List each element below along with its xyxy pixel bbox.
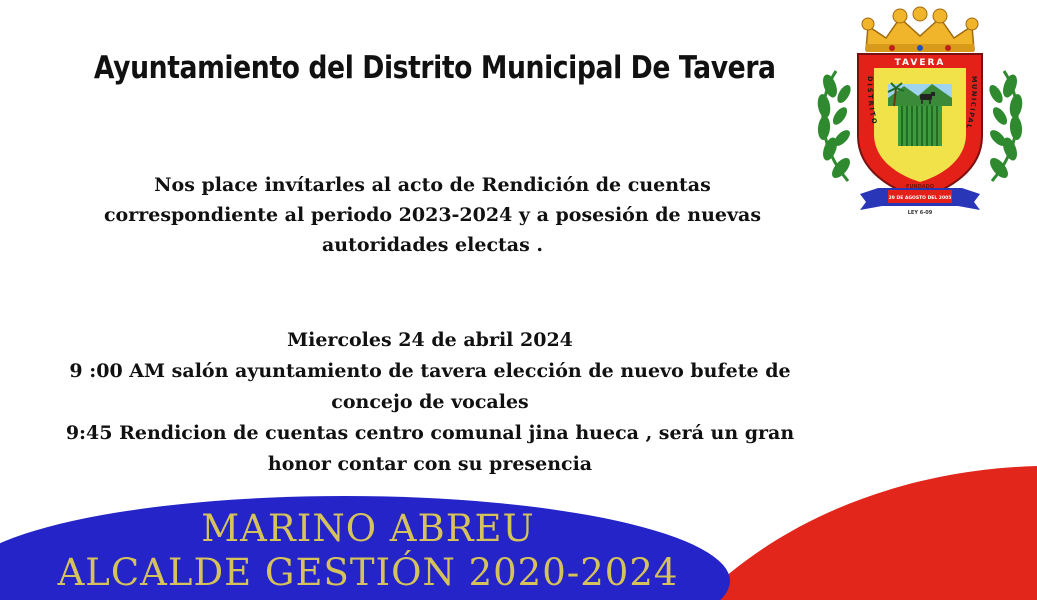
event-line: honor contar con su presencia bbox=[267, 453, 593, 475]
shield bbox=[858, 54, 982, 198]
banner-text bbox=[0, 507, 736, 595]
emblem-left-arc: DISTRITO bbox=[865, 75, 879, 127]
event-line: 9:45 Rendicion de cuentas centro comunal jina hueca , será un gran bbox=[65, 422, 795, 444]
ribbon-banner bbox=[860, 184, 980, 216]
invitation-line: correspondiente al periodo 2023-2024 y a posesión de nuevas bbox=[103, 204, 762, 226]
mayor-name: MARINO ABREU bbox=[201, 507, 535, 550]
laurel-right-icon bbox=[987, 71, 1024, 181]
laurel-left-icon bbox=[816, 71, 853, 181]
crown-icon bbox=[862, 7, 978, 52]
event-line: concejo de vocales bbox=[331, 391, 529, 413]
event-line: 9 :00 AM salón ayuntamiento de tavera elección de nuevo bufete de bbox=[69, 360, 791, 382]
ribbon-label: FUNDADO bbox=[905, 184, 935, 190]
invitation-line: autoridades electas . bbox=[321, 234, 544, 256]
event-details bbox=[50, 325, 810, 480]
ribbon-text: 29 DE AGOSTO DEL 2005 bbox=[888, 196, 952, 201]
invitation-text bbox=[90, 170, 775, 260]
emblem-top-label: TAVERA bbox=[894, 58, 946, 68]
event-date: Miercoles 24 de abril 2024 bbox=[287, 329, 573, 351]
page-title: Ayuntamiento del Distrito Municipal De Tavera bbox=[93, 50, 776, 86]
emblem-right-arc: MUNICIPAL bbox=[964, 75, 979, 131]
municipal-coat-of-arms bbox=[808, 6, 1032, 220]
emblem-law: LEY 6-09 bbox=[907, 210, 933, 216]
invitation-line: Nos place invítarles al acto de Rendición de cuentas bbox=[154, 174, 711, 196]
mayor-role: ALCALDE GESTIÓN 2020-2024 bbox=[57, 551, 679, 594]
